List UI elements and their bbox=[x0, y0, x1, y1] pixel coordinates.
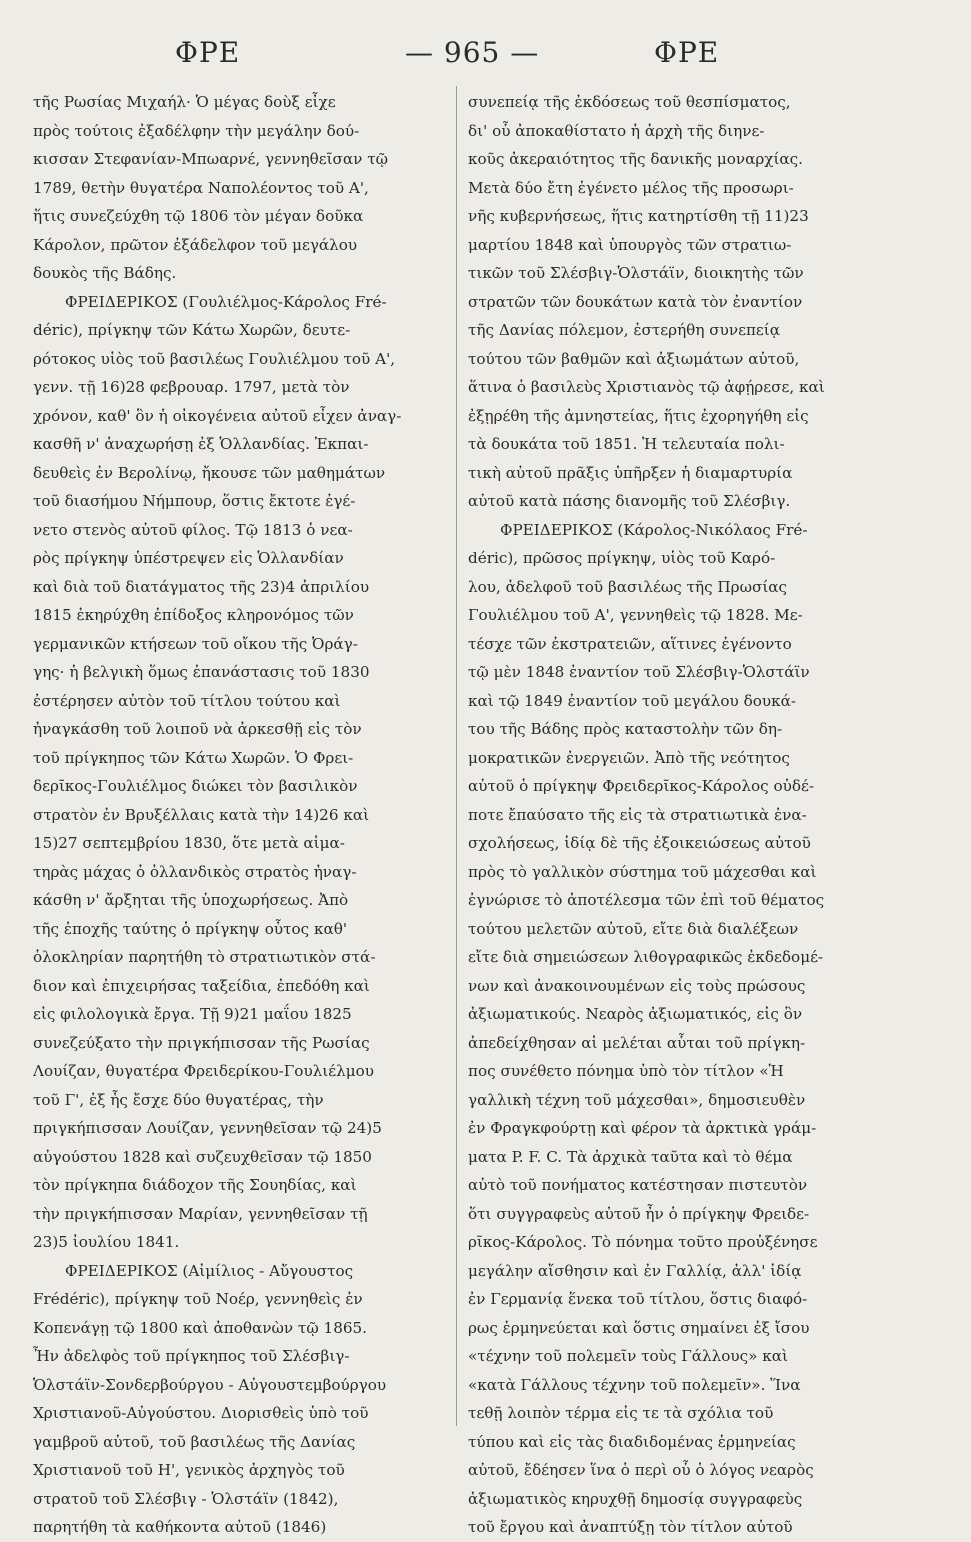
text-line: αὐτὸ τοῦ πονήματος κατέστησαν πιστευτὸν bbox=[468, 1176, 808, 1194]
text-line: αὐτοῦ ὁ πρίγκηψ Φρειδερῖκος-Κάρολος οὐδέ- bbox=[468, 777, 815, 795]
text-line: 1815 ἐκηρύχθη ἐπίδοξος κληρονόμος τῶν bbox=[33, 606, 354, 624]
text-line: ἀξιωματικὸς κηρυχθῇ δημοσίᾳ συγγραφεὺς bbox=[468, 1489, 803, 1508]
text-line: γενν. τῇ 16)28 φεβρουαρ. 1797, μετὰ τὸν bbox=[33, 378, 350, 396]
text-line: πρὸς τὸ γαλλικὸν σύστημα τοῦ μάχεσθαι καὶ bbox=[468, 862, 817, 881]
text-line: χρόνον, καθ' ὃν ἡ οἰκογένεια αὐτοῦ εἶχεν ἀναγ- bbox=[33, 406, 402, 425]
text-line: ΦΡΕΙΔΕΡΙΚΟΣ (Γουλιέλμος-Κάρολος Fré- bbox=[65, 292, 387, 311]
text-line: Ἦν ἀδελφὸς τοῦ πρίγκηπος τοῦ Σλέσβιγ- bbox=[33, 1347, 350, 1365]
text-line: ρῖκος-Κάρολος. Τὸ πόνημα τοῦτο προὐξένησε bbox=[468, 1233, 818, 1251]
text-line: αὐτοῦ, ἔδέησεν ἵνα ὁ περὶ οὗ ὁ λόγος νεαρὸς bbox=[468, 1461, 814, 1479]
text-line: ὅτι συγγραφεὺς αὐτοῦ ἦν ὁ πρίγκηψ Φρειδε- bbox=[468, 1204, 810, 1223]
text-line: τικῶν τοῦ Σλέσβιγ-Ὁλστάϊν, διοικητὴς τῶν bbox=[468, 264, 804, 282]
text-line: τηρὰς μάχας ὁ ὁλλανδικὸς στρατὸς ἠναγ- bbox=[33, 862, 357, 881]
text-line: τὸν πρίγκηπα διάδοχον τῆς Σουηδίας, καὶ bbox=[33, 1176, 357, 1194]
text-line: ἐστέρησεν αὐτὸν τοῦ τίτλου τούτου καὶ bbox=[33, 691, 341, 710]
text-line: λου, ἀδελφοῦ τοῦ βασιλέως τῆς Πρωσίας bbox=[468, 577, 788, 596]
text-line: Χριστιανοῦ-Αὐγούστου. Διορισθεὶς ὑπὸ τοῦ bbox=[33, 1404, 369, 1422]
text-line: μοκρατικῶν ἐνεργειῶν. Ἀπὸ τῆς νεότητος bbox=[468, 748, 790, 767]
text-line: ματα P. F. C. Τὰ ἀρχικὰ ταῦτα καὶ τὸ θέμα bbox=[468, 1147, 793, 1166]
text-line: déric), πρίγκηψ τῶν Κάτω Χωρῶν, δευτε- bbox=[33, 321, 351, 339]
text-line: πριγκήπισσαν Λουίζαν, γεννηθεῖσαν τῷ 24)5 bbox=[33, 1119, 382, 1137]
text-line: νετο στενὸς αὐτοῦ φίλος. Τῷ 1813 ὁ νεα- bbox=[33, 520, 353, 539]
text-line: Λουίζαν, θυγατέρα Φρειδερίκου-Γουλιέλμου bbox=[33, 1062, 374, 1080]
text-line: τούτου τῶν βαθμῶν καὶ ἀξιωμάτων αὐτοῦ, bbox=[468, 349, 800, 368]
text-line: ἐγνώρισε τὸ ἀποτέλεσμα τῶν ἐπὶ τοῦ θέματος bbox=[468, 891, 825, 909]
text-line: του τῆς Βάδης πρὸς καταστολὴν τῶν δη- bbox=[468, 720, 783, 738]
right-text-column bbox=[468, 88, 868, 1542]
text-line: μαρτίου 1848 καὶ ὑπουργὸς τῶν στρατιω- bbox=[468, 235, 792, 254]
text-line: τούτου μελετῶν αὐτοῦ, εἴτε διὰ διαλέξεων bbox=[468, 919, 799, 938]
text-line: ἠναγκάσθη τοῦ λοιποῦ νὰ ἀρκεσθῇ εἰς τὸν bbox=[33, 720, 362, 738]
text-line: τέσχε τῶν ἐκστρατειῶν, αἵτινες ἐγένοντο bbox=[468, 634, 792, 653]
text-line: ΦΡΕΙΔΕΡΙΚΟΣ (Αἰμίλιος - Αὔγουστος bbox=[65, 1261, 354, 1280]
text-line: τεθῇ λοιπὸν τέρμα εἰς τε τὰ σχόλια τοῦ bbox=[468, 1404, 774, 1422]
text-line: συνεπείᾳ τῆς ἐκδόσεως τοῦ θεσπίσματος, bbox=[468, 93, 791, 111]
text-line: δευθεὶς ἐν Βερολίνῳ, ἤκουσε τῶν μαθημάτων bbox=[33, 463, 386, 482]
text-line: διον καὶ ἐπιχειρήσας ταξείδια, ἐπεδόθη καὶ bbox=[33, 976, 370, 995]
text-line: τικὴ αὐτοῦ πρᾶξις ὑπῆρξεν ἡ διαμαρτυρία bbox=[468, 463, 793, 482]
text-line: τοῦ πρίγκηπος τῶν Κάτω Χωρῶν. Ὁ Φρει- bbox=[33, 748, 354, 767]
column-divider bbox=[456, 86, 457, 1426]
text-line: ὁλοκληρίαν παρητήθη τὸ στρατιωτικὸν στά- bbox=[33, 948, 376, 966]
text-line: στρατῶν τῶν δουκάτων κατὰ τὸν ἐναντίον bbox=[468, 292, 803, 311]
text-line: τοῦ διασήμου Νήμπουρ, ὅστις ἔκτοτε ἐγέ- bbox=[33, 492, 356, 510]
text-line: γαλλικὴ τέχνη τοῦ μάχεσθαι», δημοσιευθὲν bbox=[468, 1090, 806, 1109]
text-line: ἐν Γερμανίᾳ ἕνεκα τοῦ τίτλου, ὅστις διαφό- bbox=[468, 1290, 808, 1308]
text-line: Ὁλστάϊν-Σονδερβούργου - Αὐγουστεμβούργου bbox=[33, 1375, 387, 1394]
text-line: τῆς Δανίας πόλεμον, ἐστερήθη συνεπείᾳ bbox=[468, 321, 781, 339]
text-line: εἰς φιλολογικὰ ἔργα. Τῇ 9)21 μαΐου 1825 bbox=[33, 1005, 352, 1023]
text-line: αὐγούστου 1828 καὶ συζευχθεῖσαν τῷ 1850 bbox=[33, 1147, 372, 1166]
text-line: κοῦς ἀκεραιότητος τῆς δανικῆς μοναρχίας. bbox=[468, 150, 804, 168]
text-line: γερμανικῶν κτήσεων τοῦ οἴκου τῆς Ὀράγ- bbox=[33, 634, 358, 653]
text-line: τὰ δουκάτα τοῦ 1851. Ἡ τελευταία πολι- bbox=[468, 435, 785, 453]
text-line: ἅτινα ὁ βασιλεὺς Χριστιανὸς τῷ ἀφῄρεσε, καὶ bbox=[468, 378, 825, 396]
text-line: δουκὸς τῆς Βάδης. bbox=[33, 264, 177, 282]
text-line: μεγάλην αἴσθησιν καὶ ἐν Γαλλίᾳ, ἀλλ' ἰδίᾳ bbox=[468, 1261, 802, 1280]
text-line: συνεζεύξατο τὴν πριγκήπισσαν τῆς Ρωσίας bbox=[33, 1033, 370, 1052]
text-line: αὐτοῦ κατὰ πάσης διανομῆς τοῦ Σλέσβιγ. bbox=[468, 492, 791, 510]
page-number: — 965 — bbox=[405, 36, 540, 69]
text-line: ἐξῃρέθη τῆς ἀμνηστείας, ἥτις ἐχορηγήθη εἰς bbox=[468, 406, 809, 425]
text-line: γης· ἡ βελγικὴ ὅμως ἐπανάστασις τοῦ 1830 bbox=[33, 663, 370, 681]
text-line: κασθῆ ν' ἀναχωρήσῃ ἐξ Ὁλλανδίας. Ἐκπαι- bbox=[33, 435, 369, 453]
text-line: τῆς ἐποχῆς ταύτης ὁ πρίγκηψ οὗτος καθ' bbox=[33, 919, 348, 938]
text-line: ποτε ἔπαύσατο τῆς εἰς τὰ στρατιωτικὰ ἐνα- bbox=[468, 805, 807, 824]
text-line: πρὸς τούτοις ἐξαδέλφην τὴν μεγάλην δού- bbox=[33, 121, 360, 140]
text-line: ΦΡΕΙΔΕΡΙΚΟΣ (Κάρολος-Νικόλαος Fré- bbox=[500, 520, 808, 539]
text-line: Μετὰ δύο ἔτη ἐγένετο μέλος τῆς προσωρι- bbox=[468, 178, 794, 197]
text-line: εἴτε διὰ σημειώσεων λιθογραφικῶς ἐκδεδομέ- bbox=[468, 948, 824, 966]
text-line: Γουλιέλμου τοῦ Α', γεννηθεὶς τῷ 1828. Με- bbox=[468, 606, 803, 624]
text-line: δι' οὗ ἀποκαθίστατο ἡ ἀρχὴ τῆς διηνε- bbox=[468, 121, 765, 140]
text-line: νῆς κυβερνήσεως, ἥτις κατηρτίσθη τῇ 11)23 bbox=[468, 207, 809, 225]
text-line: τοῦ ἔργου καὶ ἀναπτύξῃ τὸν τίτλον αὐτοῦ bbox=[468, 1518, 793, 1536]
text-line: ρως ἑρμηνεύεται καὶ ὅστις σημαίνει ἐξ ἴσου bbox=[468, 1318, 810, 1337]
text-line: καὶ τῷ 1849 ἐναντίον τοῦ μεγάλου δουκά- bbox=[468, 691, 796, 710]
text-line: ἐν Φραγκφούρτῃ καὶ φέρον τὰ ἀρκτικὰ γράμ- bbox=[468, 1119, 817, 1137]
text-line: ρότοκος υἱὸς τοῦ βασιλέως Γουλιέλμου τοῦ Α', bbox=[33, 349, 396, 368]
text-line: τῷ μὲν 1848 ἐναντίον τοῦ Σλέσβιγ-Ὁλστάϊν bbox=[468, 663, 810, 681]
text-line: Frédéric), πρίγκηψ τοῦ Νοέρ, γεννηθεὶς ἐν bbox=[33, 1290, 363, 1308]
text-line: παρητήθη τὰ καθήκοντα αὐτοῦ (1846) bbox=[33, 1518, 327, 1536]
text-line: δερῖκος-Γουλιέλμος διώκει τὸν βασιλικὸν bbox=[33, 777, 358, 795]
text-line: τοῦ Γ', ἐξ ἧς ἔσχε δύο θυγατέρας, τὴν bbox=[33, 1090, 324, 1109]
text-line: κάσθη ν' ἄρξηται τῆς ὑποχωρήσεως. Ἀπὸ bbox=[33, 891, 349, 909]
text-line: Κάρολον, πρῶτον ἐξάδελφον τοῦ μεγάλου bbox=[33, 235, 358, 254]
text-line: 23)5 ἰουλίου 1841. bbox=[33, 1233, 180, 1251]
text-line: Κοπενάγῃ τῷ 1800 καὶ ἀποθανὼν τῷ 1865. bbox=[33, 1318, 368, 1337]
text-line: πος συνέθετο πόνημα ὑπὸ τὸν τίτλον «Ἡ bbox=[468, 1062, 784, 1080]
text-line: σχολήσεως, ἰδίᾳ δὲ τῆς ἐξοικειώσεως αὐτοῦ bbox=[468, 834, 811, 852]
header-left-keyword: ΦΡΕ bbox=[175, 36, 241, 69]
left-text-column bbox=[33, 88, 441, 1542]
text-line: τὴν πριγκήπισσαν Μαρίαν, γεννηθεῖσαν τῇ bbox=[33, 1204, 368, 1223]
header-right-keyword: ΦΡΕ bbox=[654, 36, 720, 69]
text-line: ρὸς πρίγκηψ ὑπέστρεψεν εἰς Ὁλλανδίαν bbox=[33, 549, 344, 567]
text-line: 1789, θετὴν θυγατέρα Ναπολέοντος τοῦ Α', bbox=[33, 178, 369, 197]
page-header bbox=[0, 36, 971, 76]
text-line: τῆς Ρωσίας Μιχαήλ· Ὁ μέγας δοὺξ εἶχε bbox=[33, 93, 336, 111]
text-line: ἥτις συνεζεύχθη τῷ 1806 τὸν μέγαν δοῦκα bbox=[33, 207, 364, 225]
text-line: στρατοῦ τοῦ Σλέσβιγ - Ὁλστάϊν (1842), bbox=[33, 1489, 339, 1508]
text-line: déric), πρῶσος πρίγκηψ, υἱὸς τοῦ Καρό- bbox=[468, 549, 776, 567]
text-line: νων καὶ ἀνακοινουμένων εἰς τοὺς πρώσους bbox=[468, 976, 806, 995]
text-line: ἀπεδείχθησαν αἱ μελέται αὗται τοῦ πρίγκη- bbox=[468, 1033, 806, 1052]
text-line: κισσαν Στεφανίαν-Μπωαρνέ, γεννηθεῖσαν τῷ bbox=[33, 150, 389, 168]
text-line: Χριστιανοῦ τοῦ Η', γενικὸς ἀρχηγὸς τοῦ bbox=[33, 1461, 345, 1479]
text-line: στρατὸν ἐν Βρυξέλλαις κατὰ τὴν 14)26 καὶ bbox=[33, 805, 370, 824]
text-line: «κατὰ Γάλλους τέχνην τοῦ πολεμεῖν». Ἵνα bbox=[468, 1375, 801, 1394]
text-line: τύπου καὶ εἰς τὰς διαδιδομένας ἑρμηνείας bbox=[468, 1432, 796, 1451]
text-line: γαμβροῦ αὐτοῦ, τοῦ βασιλέως τῆς Δανίας bbox=[33, 1432, 356, 1451]
text-line: 15)27 σεπτεμβρίου 1830, ὅτε μετὰ αἱμα- bbox=[33, 834, 345, 852]
text-line: «τέχνην τοῦ πολεμεῖν τοὺς Γάλλους» καὶ bbox=[468, 1347, 788, 1365]
text-line: ἀξιωματικούς. Νεαρὸς ἀξιωματικός, εἰς ὃν bbox=[468, 1005, 803, 1023]
text-line: καὶ διὰ τοῦ διατάγματος τῆς 23)4 ἀπριλίου bbox=[33, 577, 370, 596]
